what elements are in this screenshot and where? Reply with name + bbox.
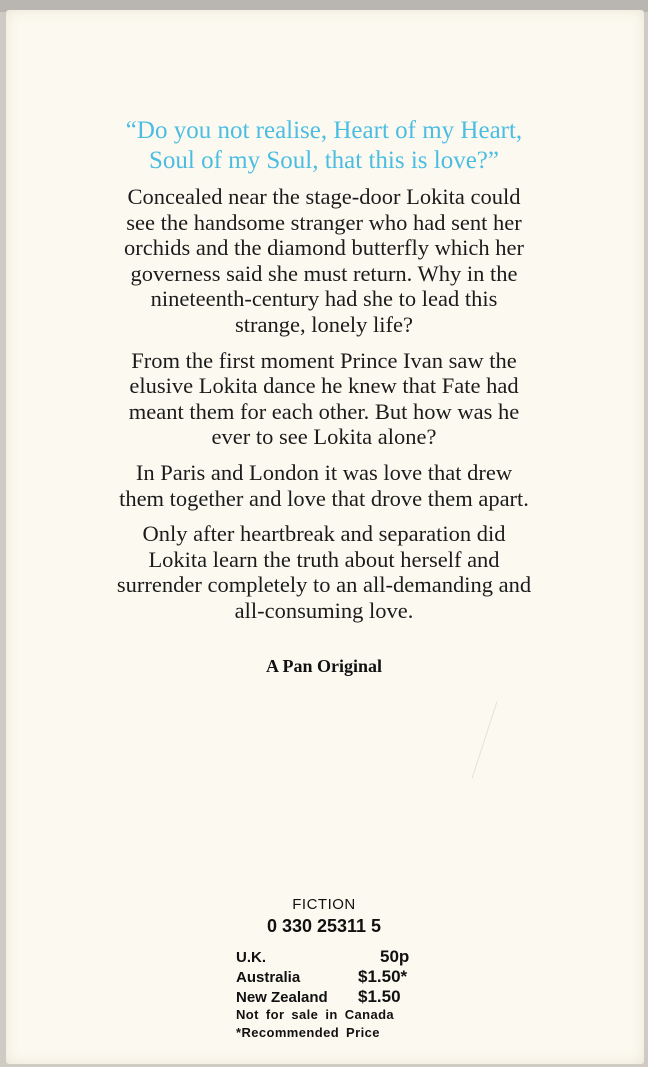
blurb-line: From the first moment Prince Ivan saw the [131, 347, 517, 373]
blurb-paragraph [40, 348, 608, 450]
blurb-line: strange, lonely life? [234, 311, 414, 337]
blurb-line: In Paris and London it was love that drew [135, 459, 513, 485]
blurb-line: Lokita learn the truth about herself and [148, 546, 500, 572]
blurb-line: orchids and the diamond butterfly which her [124, 235, 524, 261]
price-value: 50p [380, 947, 410, 966]
blurb-line: elusive Lokita dance he knew that Fate had [129, 373, 519, 399]
canada-note: Not for sale in Canada [236, 1007, 395, 1022]
isbn: 0 330 25311 5 [266, 916, 382, 936]
blurb-line: them together and love that drove them apart. [119, 485, 529, 511]
price-value: $1.50* [358, 967, 408, 986]
price-region: New Zealand [236, 989, 328, 1006]
publisher-note: A Pan Original [265, 656, 382, 676]
blurb [40, 184, 608, 634]
category-label: FICTION [292, 896, 356, 913]
price-row [236, 987, 426, 1007]
recommended-price-note: *Recommended Price [236, 1025, 380, 1040]
quote-line: “Do you not realise, Heart of my Heart, [125, 117, 523, 144]
paper-crease [472, 702, 498, 778]
price-list [236, 947, 426, 1043]
blurb-line: meant them for each other. But how was he [128, 398, 520, 424]
price-row [236, 967, 426, 987]
blurb-line: governess said she must return. Why in the [130, 260, 518, 286]
blurb-line: see the handsome stranger who had sent her [126, 209, 522, 235]
price-row [236, 947, 426, 967]
price-region: U.K. [236, 949, 266, 966]
blurb-paragraph [40, 521, 608, 623]
price-region: Australia [236, 969, 301, 986]
blurb-line: Only after heartbreak and separation did [142, 521, 506, 547]
price-value: $1.50 [358, 987, 401, 1006]
tagline-quote [40, 116, 608, 176]
blurb-paragraph [40, 184, 608, 338]
blurb-paragraph [40, 460, 608, 511]
blurb-line: ever to see Lokita alone? [211, 424, 437, 450]
blurb-line: nineteenth-century had she to lead this [150, 286, 498, 312]
blurb-line: Concealed near the stage-door Lokita could [127, 184, 521, 209]
quote-line: Soul of my Soul, that this is love?” [149, 147, 499, 174]
blurb-line: surrender completely to an all-demanding and [116, 572, 532, 598]
blurb-line: all-consuming love. [234, 597, 414, 623]
